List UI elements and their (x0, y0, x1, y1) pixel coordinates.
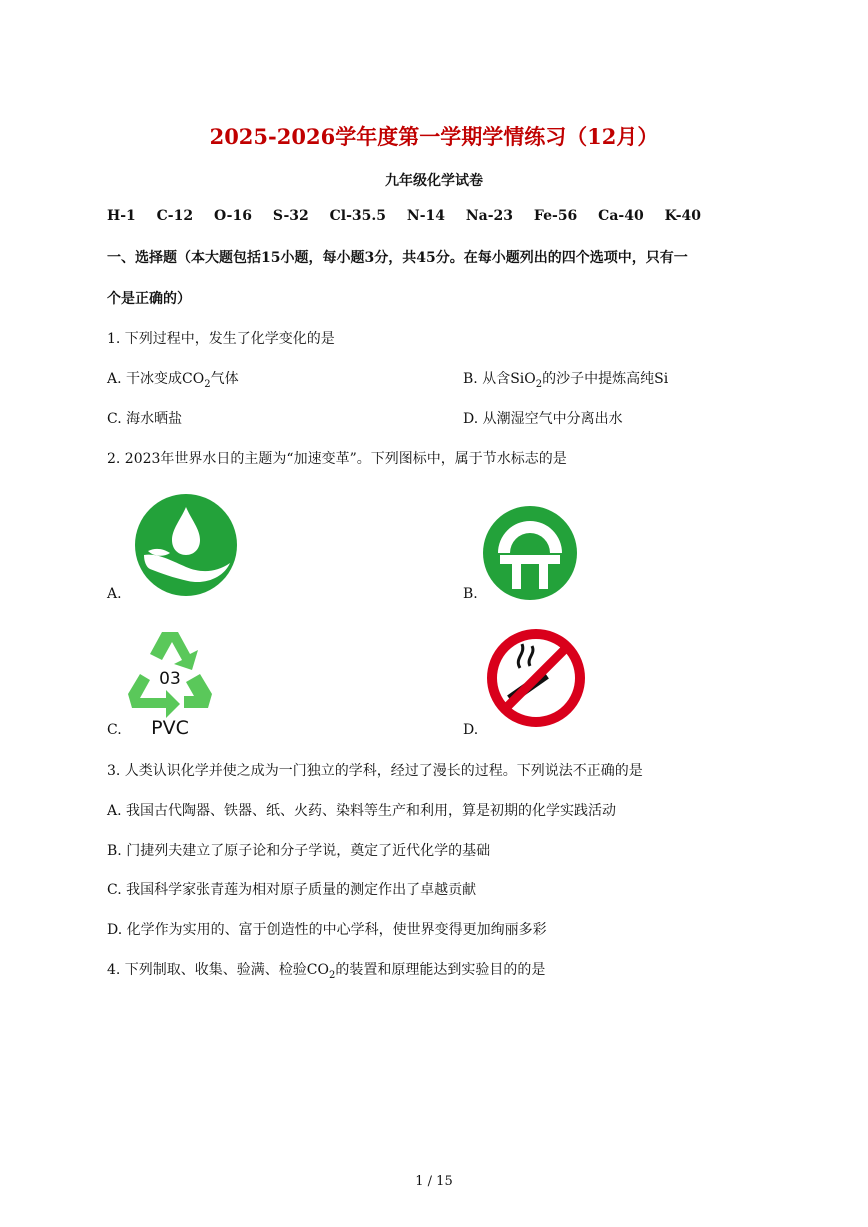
section-heading-line2: 个是正确的） (107, 291, 191, 307)
recycle-code: 03 (159, 669, 181, 689)
question-1-option-d: D. 从潮湿空气中分离出水 (463, 411, 623, 427)
atomic-mass-item: Cl-35.5 (329, 208, 387, 224)
atomic-mass-item: N-14 (406, 208, 445, 224)
energy-saving-icon (482, 505, 578, 601)
subscript: 2 (535, 378, 543, 390)
question-1-option-a (107, 368, 239, 390)
atomic-mass-list (107, 208, 717, 224)
question-3-option-c: C. 我国科学家张青莲为相对原子质量的测定作出了卓越贡献 (107, 882, 477, 898)
option-text: A. 干冰变成CO (107, 371, 205, 387)
no-smoking-icon (486, 628, 586, 728)
question-4-stem (107, 959, 545, 981)
exam-subtitle: 九年级化学试卷 (385, 173, 483, 189)
question-1-stem: 1. 下列过程中，发生了化学变化的是 (107, 331, 335, 347)
atomic-mass-item: Na-23 (465, 208, 514, 224)
recycle-material: PVC (151, 717, 189, 739)
atomic-mass-item: H-1 (107, 208, 136, 224)
stem-text: 的装置和原理能达到实验目的的是 (335, 962, 546, 978)
atomic-mass-item: Fe-56 (533, 208, 578, 224)
atomic-mass-item: O-16 (213, 208, 252, 224)
question-2-label-a: A. (107, 586, 122, 602)
subscript: 2 (329, 969, 336, 981)
page-title: 2025-2026学年度第一学期学情练习（12月） (209, 124, 659, 149)
question-2-stem: 2. 2023年世界水日的主题为“加速变革”。下列图标中，属于节水标志的是 (107, 451, 567, 467)
question-1-option-b (463, 368, 668, 390)
section-heading-line1: 一、选择题（本大题包括15小题，每小题3分，共45分。在每小题列出的四个选项中，只有一 (107, 250, 688, 266)
water-drop-icon (134, 493, 238, 597)
atomic-mass-item: K-40 (664, 208, 702, 224)
recycle-icon (124, 628, 216, 740)
question-3-option-b: B. 门捷列夫建立了原子论和分子学说，奠定了近代化学的基础 (107, 843, 491, 859)
option-text: 的沙子中提炼高纯Si (542, 371, 669, 387)
option-text: B. 从含SiO (463, 371, 536, 387)
stem-text: 4. 下列制取、收集、验满、检验CO (107, 962, 329, 978)
atomic-mass-item: C-12 (156, 208, 194, 224)
atomic-mass-item: Ca-40 (598, 208, 644, 224)
question-3-option-a: A. 我国古代陶器、铁器、纸、火药、染料等生产和利用，算是初期的化学实践活动 (107, 803, 617, 819)
question-2-label-d: D. (463, 722, 479, 738)
question-2-label-c: C. (107, 722, 122, 738)
page-number: 1 / 15 (415, 1174, 453, 1189)
option-text: 气体 (210, 371, 239, 387)
atomic-mass-item: S-32 (272, 208, 309, 224)
question-3-stem: 3. 人类认识化学并使之成为一门独立的学科，经过了漫长的过程。下列说法不正确的是 (107, 763, 643, 779)
question-3-option-d: D. 化学作为实用的、富于创造性的中心学科，使世界变得更加绚丽多彩 (107, 922, 547, 938)
question-1-option-c: C. 海水晒盐 (107, 411, 183, 427)
subscript: 2 (204, 378, 211, 390)
question-2-label-b: B. (463, 586, 478, 602)
